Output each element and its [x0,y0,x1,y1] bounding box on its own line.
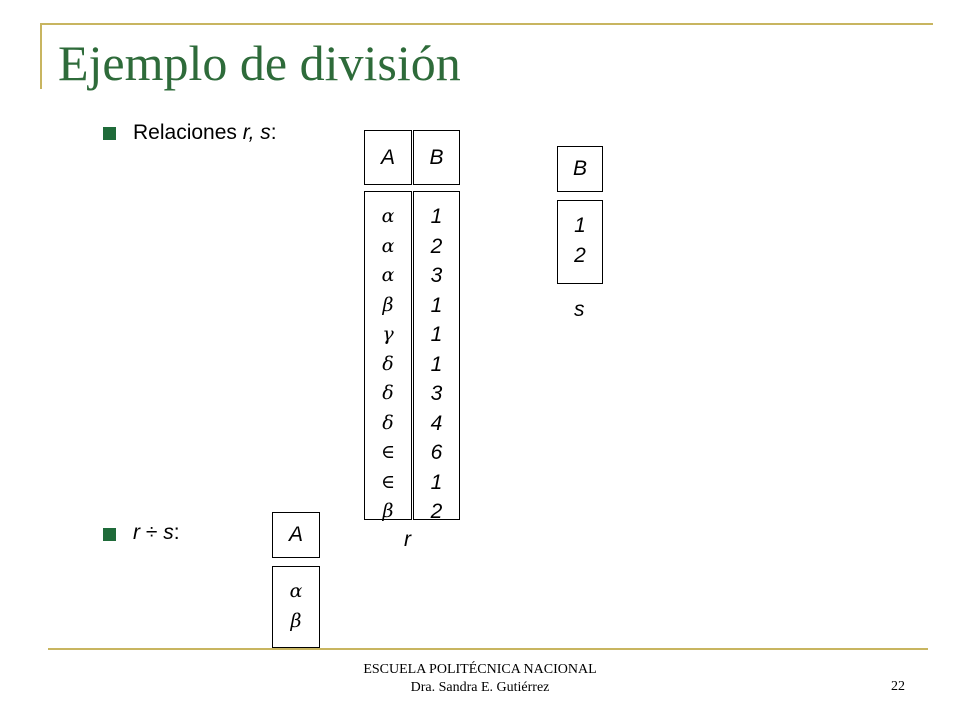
r-cell-b: 3 [430,264,443,287]
result-cell-a: β [290,609,302,632]
r-cell-a: ∈ [380,441,396,463]
footer-institution: ESCUELA POLITÉCNICA NACIONAL [363,662,597,677]
r-cell-b: 1 [430,352,443,376]
r-cell-a: β [382,500,394,522]
r-cell-a: δ [382,382,394,404]
frame-left-line [40,23,42,89]
r-header-a: A [364,130,412,185]
r-cell-b: 3 [430,382,443,405]
s-column-b [557,200,603,284]
bullet-division-op: ÷ [140,521,164,544]
bullet-division-s: s [163,521,174,544]
bullet-division-r: r [133,521,140,544]
bullet-relations-suffix: : [270,121,277,144]
page-number: 22 [891,679,905,694]
r-cell-b: 2 [430,234,443,258]
result-header-a: A [272,512,320,558]
frame-bottom-line [48,648,928,650]
frame-top-line [40,23,933,25]
footer-author: Dra. Sandra E. Gutiérrez [410,679,550,695]
bullet-marker [103,528,116,541]
relation-s-label: s [574,298,585,321]
r-cell-b: 2 [430,500,443,523]
s-header-b: B [557,146,603,192]
bullet-division [133,521,180,545]
r-column-b [413,191,460,523]
r-cell-b: 1 [430,323,443,346]
bullet-relations-prefix: Relaciones [133,121,243,144]
s-cell-b: 1 [574,214,586,237]
r-cell-a: α [381,264,395,286]
r-cell-a: δ [382,411,394,434]
r-cell-b: 1 [430,470,443,494]
footer [0,661,960,696]
bullet-marker [103,127,116,140]
r-column-a [364,191,412,520]
s-cell-b: 2 [574,243,586,267]
r-cell-b: 4 [430,411,443,435]
r-header-b: B [413,130,460,185]
result-column-a [272,566,320,648]
bullet-relations-italic: r, s [242,121,271,144]
bullet-division-suffix: : [173,521,180,544]
r-cell-a: δ [382,352,394,375]
result-cell-a: α [289,580,303,602]
relation-r-label: r [404,528,411,551]
r-cell-b: 1 [430,205,443,228]
r-cell-b: 6 [430,441,443,464]
slide-title: Ejemplo de división [58,35,461,91]
r-cell-a: γ [382,323,394,345]
r-cell-a: α [381,234,395,257]
bullet-relations [133,121,277,145]
r-cell-a: ∈ [380,470,396,493]
r-cell-b: 1 [430,293,443,317]
r-cell-a: β [382,293,394,316]
r-cell-a: α [381,205,395,227]
